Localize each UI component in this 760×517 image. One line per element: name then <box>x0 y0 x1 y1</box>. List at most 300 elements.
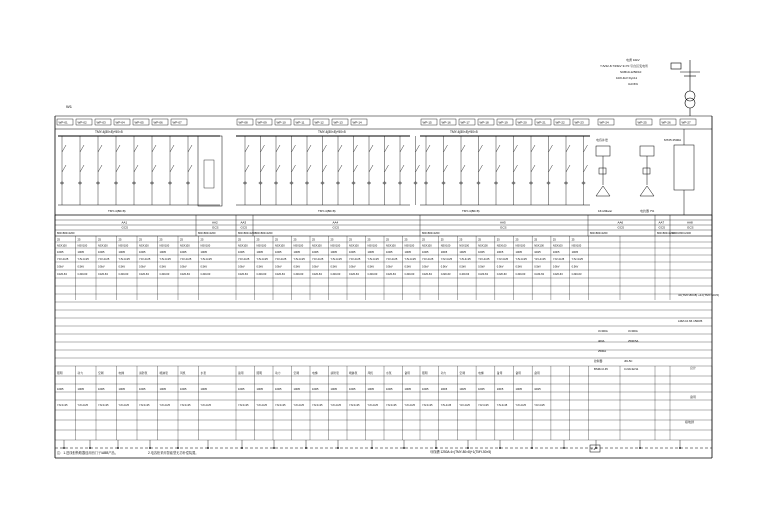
load-ct: 100/5 <box>159 388 166 391</box>
transformer-text-line: SCB10-1250/10 <box>620 70 642 74</box>
table-cell: NSX100 <box>77 244 88 248</box>
table-cell: CJ20-63 <box>571 273 582 276</box>
switch-blade <box>98 145 102 152</box>
ground-dot <box>177 447 179 449</box>
table-cell: 25 <box>515 238 519 242</box>
table-cell: 25 <box>552 238 556 242</box>
table-cell: 25 <box>496 238 500 242</box>
switch-blade <box>496 165 500 172</box>
table-cell: NSX100 <box>349 244 359 248</box>
table-cell: NSX100 <box>180 244 190 248</box>
ground-dot <box>403 447 405 449</box>
diagram-frame <box>55 116 712 458</box>
load-name: 电梯 <box>312 371 318 375</box>
switch-blade <box>354 165 358 172</box>
table-cell: 100/5 <box>459 251 466 254</box>
table-cell: 100/5 <box>98 251 105 254</box>
table-cell: 100/5 <box>552 251 560 254</box>
load-cable: YJV-4×25 <box>515 404 526 407</box>
load-name: 消防泵 <box>139 371 148 375</box>
table-cell: YJV-4×25 <box>159 258 171 261</box>
load-name: 照明 <box>256 371 263 375</box>
table-cell: 25 <box>238 238 241 242</box>
table-cell: 0.5kV <box>77 265 85 269</box>
bay-id: AA8 <box>687 220 693 225</box>
feeder-tag: WP-19 <box>498 120 508 125</box>
side-note-pe: 接地排 <box>685 420 695 424</box>
load-ct: 100/5 <box>422 388 429 391</box>
switch-blade <box>245 145 249 152</box>
bay-model: GCS <box>212 225 219 230</box>
meter-cell: 400A <box>598 339 605 343</box>
load-cable: YJV-4×25 <box>349 404 360 407</box>
load-cable: YJV-4×25 <box>312 404 323 407</box>
switch-blade <box>188 165 192 172</box>
switch-blade <box>354 145 358 152</box>
load-ct: 100/5 <box>118 388 125 391</box>
table-cell: CJ20-63 <box>349 273 359 276</box>
cap-bank-line: JKL5C <box>624 359 633 363</box>
feeder-tag: WP-15 <box>422 120 432 125</box>
load-name: 风机 <box>367 371 374 375</box>
load-cable: YJV-4×25 <box>118 404 129 407</box>
load-cable: YJV-4×25 <box>459 404 470 407</box>
load-ct: 100/5 <box>515 388 522 391</box>
load-ct: 100/5 <box>367 388 374 391</box>
feeder-circuits <box>58 136 590 206</box>
parameter-table <box>55 236 712 440</box>
ground-dot <box>63 447 65 449</box>
table-cell: CJ20-63 <box>404 273 415 276</box>
table-cell: NSX100 <box>312 244 322 248</box>
table-cell: 25 <box>57 238 60 242</box>
switch-blade <box>338 165 342 172</box>
switch-blade <box>62 145 66 152</box>
load-name: 喷淋泵 <box>349 371 358 375</box>
table-cell: NSX100 <box>200 244 211 248</box>
table-cell: 0.5kV <box>118 265 126 269</box>
load-cable: YJV-4×25 <box>293 404 304 407</box>
load-ct: 100/5 <box>404 388 411 391</box>
table-cell: 0.5kV <box>349 265 356 269</box>
table-cell: 25 <box>77 238 81 242</box>
transformer-text <box>600 57 648 86</box>
cap-bank-reactor: 电抗器 7% <box>640 209 655 213</box>
table-cell: NSX100 <box>515 244 526 248</box>
switch-blade <box>323 165 327 172</box>
cap-bank-details <box>594 359 639 371</box>
table-cell: NSX100 <box>367 244 378 248</box>
table-cell: 100/5 <box>534 251 541 254</box>
table-cell: CJ20-63 <box>293 273 304 276</box>
table-cell: CJ20-63 <box>256 273 267 276</box>
table-cell: 0.5kV <box>459 265 467 269</box>
table-cell: YJV-4×25 <box>200 258 212 261</box>
table-cell: YJV-4×25 <box>459 258 471 261</box>
table-cell: NSX100 <box>238 244 248 248</box>
table-cell: 25 <box>312 238 315 242</box>
feeder-tag: WP-06 <box>153 120 163 125</box>
feeder-tag: WP-22 <box>555 120 565 125</box>
table-cell: 0.5kV <box>422 265 429 269</box>
load-cable: YJV-4×25 <box>139 404 150 407</box>
bay-id: AA3 <box>240 220 247 225</box>
load-ct: 100/5 <box>349 388 356 391</box>
table-cell: CJ20-63 <box>330 273 341 276</box>
switch-blade <box>461 145 465 152</box>
cap-bank-line: CJ19-32/11 <box>624 367 639 371</box>
table-cell: CJ20-63 <box>459 273 470 276</box>
feeder-tag: WP-09 <box>257 120 267 125</box>
switch-blade <box>385 145 389 152</box>
table-cell: 25 <box>422 238 425 242</box>
ground-markers <box>63 440 681 449</box>
table-cell: YJV-4×25 <box>515 258 527 261</box>
load-ct: 100/5 <box>440 388 448 391</box>
table-cell: 25 <box>98 238 101 242</box>
table-cell: 0.5kV <box>139 265 146 269</box>
feeder-tag: WP-16 <box>441 120 451 125</box>
table-cell: NSX100 <box>275 244 285 248</box>
switch-blade <box>338 145 342 152</box>
table-cell: 0.5kV <box>57 265 64 269</box>
load-name: 备用 <box>496 371 503 375</box>
feeder-tag: WP-07 <box>172 120 182 125</box>
transformer-text-line: 电源 10kV <box>626 58 640 62</box>
load-cable: YJV-4×25 <box>330 404 341 407</box>
side-note-spare: 备用 <box>690 395 697 399</box>
table-cell: YJV-4×25 <box>367 258 379 261</box>
table-cell: 25 <box>118 238 122 242</box>
table-cell: NSX100 <box>496 244 507 248</box>
load-cable: YJV-4×25 <box>440 404 452 407</box>
load-ct: 100/5 <box>534 388 541 391</box>
load-name: 风机 <box>180 371 186 375</box>
table-cell: 25 <box>459 238 463 242</box>
table-cell: 0.5kV <box>386 265 393 269</box>
switch-blade <box>323 145 327 152</box>
load-name: 照明 <box>422 371 428 375</box>
bay-model: GCS <box>121 225 129 230</box>
cap-bank-qty: 16×20kvar <box>598 209 613 213</box>
table-cell: NSX100 <box>534 244 544 248</box>
table-cell: YJV-4×25 <box>440 258 453 261</box>
bay-id: AA5 <box>500 220 506 225</box>
feeder-tag: WP-10 <box>276 120 286 125</box>
table-cell: CJ20-63 <box>200 273 211 276</box>
load-name: 动力 <box>440 371 447 375</box>
table-cell: 0.5kV <box>200 265 208 269</box>
bay-dims: 800×800×2200 <box>255 232 273 235</box>
transformer-group <box>600 57 700 116</box>
incomer-breaker: MT25 2500A <box>664 138 682 142</box>
load-name: 备用 <box>534 371 540 375</box>
bay-model: GCS <box>658 225 666 230</box>
ground-dot <box>241 447 243 449</box>
table-cell: CJ20-63 <box>496 273 507 276</box>
load-cable: YJV-4×25 <box>180 404 191 407</box>
switch-blade <box>549 165 553 172</box>
table-cell: 0.5kV <box>404 265 412 269</box>
feeder-tag: WP-03 <box>96 120 106 125</box>
switch-blade <box>261 165 265 172</box>
switch-blade <box>116 165 120 172</box>
table-cell: 0.5kV <box>552 265 560 269</box>
table-cell: 0.5kV <box>180 265 187 269</box>
table-cell: CJ20-63 <box>422 273 432 276</box>
table-cell: 100/5 <box>118 251 125 254</box>
table-cell: YJV-4×25 <box>571 258 583 261</box>
load-cable: YJV-4×25 <box>496 404 508 407</box>
switch-blade <box>134 145 138 152</box>
feeder-tag: WP-01 <box>58 120 68 125</box>
table-cell: 100/5 <box>349 251 356 254</box>
table-cell: NSX100 <box>256 244 267 248</box>
table-cell: YJV-4×25 <box>139 258 151 261</box>
load-name: 动力 <box>77 371 84 375</box>
feeder-tag: WP-17 <box>460 120 470 125</box>
bay-dims: 800×800×2200 <box>238 232 256 235</box>
busbar-label-mid: TMY-4(80×8)+50×5 <box>318 130 346 134</box>
ground-dot <box>563 447 565 449</box>
feeder-tag: WP-11 <box>295 120 305 125</box>
table-cell: NSX100 <box>118 244 129 248</box>
table-cell: YJV-4×25 <box>422 258 434 261</box>
switch-blade <box>426 145 430 152</box>
side-note-bus: 4×(TMY-80×8) +1×(TMY-50×5) <box>678 293 720 297</box>
table-cell: NSX100 <box>422 244 432 248</box>
switch-blade <box>514 145 518 152</box>
sheet-label-topleft: W1 <box>66 104 72 109</box>
bay-model: GCS <box>332 225 340 230</box>
feeder-tag: WP-05 <box>134 120 144 125</box>
side-note-total: 总计 <box>690 366 697 370</box>
ground-dot <box>337 447 339 449</box>
table-cell: NSX100 <box>478 244 488 248</box>
feeder-tag: WP-26 <box>661 120 671 125</box>
table-cell: 100/5 <box>440 251 448 254</box>
load-name: 水泵 <box>200 371 207 375</box>
feeder-tag: WP-04 <box>115 120 125 125</box>
bay-header-row <box>55 215 712 236</box>
ground-dot <box>207 447 209 449</box>
ground-dot <box>273 447 275 449</box>
meter-cell: 3×300A <box>598 329 608 333</box>
switch-blade <box>80 145 84 152</box>
load-name: 备用 <box>515 371 522 375</box>
table-cell: YJV-4×25 <box>496 258 509 261</box>
feeder-tag: WP-21 <box>536 120 546 125</box>
table-cell: 100/5 <box>386 251 393 254</box>
feeder-tag: WP-20 <box>517 120 527 125</box>
table-cell: YJV-4×25 <box>98 258 110 261</box>
table-cell: 25 <box>534 238 538 242</box>
ground-dot <box>117 447 119 449</box>
table-cell: 100/5 <box>238 251 245 254</box>
table-cell: 100/5 <box>571 251 579 254</box>
table-cell: 25 <box>180 238 183 242</box>
load-cable: YJV-4×25 <box>57 404 68 407</box>
table-cell: CJ20-63 <box>275 273 285 276</box>
table-cell: CJ20-63 <box>180 273 190 276</box>
load-cable: YJV-4×25 <box>275 404 286 407</box>
load-cable: YJV-4×25 <box>200 404 211 407</box>
table-cell: 100/5 <box>77 251 84 254</box>
table-cell: 0.5kV <box>275 265 282 269</box>
table-cell: YJV-4×25 <box>386 258 398 261</box>
feeder-tag: WP-23 <box>574 120 584 125</box>
switch-blade <box>514 165 518 172</box>
switch-blade <box>444 165 448 172</box>
bay-dims: 1000×800×2200 <box>672 232 691 235</box>
feeder-tag: WP-18 <box>479 120 489 125</box>
load-ct: 100/5 <box>293 388 300 391</box>
table-cell: 0.5kV <box>534 265 541 269</box>
table-cell: 0.5kV <box>159 265 167 269</box>
switch-blade <box>461 165 465 172</box>
table-cell: YJV-4×25 <box>238 258 250 261</box>
load-cable: YJV-4×25 <box>534 404 545 407</box>
bus-coupler-device <box>204 160 214 188</box>
table-cell: NSX100 <box>139 244 149 248</box>
switch-blade <box>188 145 192 152</box>
load-name: 水泵 <box>386 371 392 375</box>
load-ct: 100/5 <box>330 388 337 391</box>
cap-bank-line: 控制器 <box>594 359 603 363</box>
table-cell: CJ20-63 <box>159 273 170 276</box>
table-cell: 0.5kV <box>330 265 338 269</box>
bay-model: GCS <box>687 225 694 230</box>
cap-bank-title: 电容补偿 <box>596 138 609 142</box>
table-cell: YJV-4×25 <box>534 258 546 261</box>
table-cell: YJV-4×25 <box>57 258 69 261</box>
table-cell: YJV-4×25 <box>349 258 361 261</box>
load-name: 动力 <box>275 371 281 375</box>
switch-blade <box>479 165 483 172</box>
load-ct: 100/5 <box>139 388 146 391</box>
bay-id: AA1 <box>121 220 128 225</box>
load-ct: 100/5 <box>256 388 263 391</box>
ground-dot <box>467 447 469 449</box>
table-cell: 100/5 <box>515 251 522 254</box>
footer-note-left: 注：1.进线柜断路器选用西门子/ABB产品。 <box>57 451 118 455</box>
table-cell: 100/5 <box>200 251 207 254</box>
table-cell: CJ20-63 <box>440 273 451 276</box>
load-ct: 100/5 <box>77 388 84 391</box>
load-cable: YJV-4×25 <box>77 404 88 407</box>
switch-blade <box>276 165 280 172</box>
table-cell: NSX100 <box>459 244 470 248</box>
table-cell: YJV-4×25 <box>293 258 305 261</box>
switch-blade <box>385 165 389 172</box>
footer-note-mid: 2.电容柜采用智能型无功补偿装置。 <box>148 451 199 455</box>
table-cell: 100/5 <box>293 251 300 254</box>
load-cable: YJV-4×25 <box>478 404 489 407</box>
bay-id: AA2 <box>212 220 218 225</box>
ground-dot <box>639 447 641 449</box>
table-cell: CJ20-63 <box>118 273 129 276</box>
meter-cell: 2500A <box>598 349 607 353</box>
table-cell: NSX100 <box>159 244 170 248</box>
table-cell: 100/5 <box>256 251 263 254</box>
switch-blade <box>496 145 500 152</box>
busbar-label-right: TMY-4(80×8)+50×5 <box>450 130 478 134</box>
switch-blade <box>80 165 84 172</box>
busbar-label-left: TMY-4(80×8)+50×5 <box>95 130 123 134</box>
table-cell: NSX100 <box>98 244 108 248</box>
busbar-label-bottom-mid: TMY-4(80×8) <box>318 209 336 213</box>
table-cell: NSX100 <box>293 244 304 248</box>
feeder-tag: WP-27 <box>681 120 691 125</box>
bay-id: AA7 <box>658 220 665 225</box>
table-cell: 25 <box>200 238 204 242</box>
bay-dims: 800×800×2200 <box>422 232 440 235</box>
table-cell: 0.5kV <box>496 265 504 269</box>
load-name: 消防泵 <box>330 371 339 375</box>
feeder-tag: WP-24 <box>599 120 609 125</box>
ground-dot <box>499 447 501 449</box>
load-name: 喷淋泵 <box>159 371 168 375</box>
table-cell: 100/5 <box>139 251 146 254</box>
table-cell: CJ20-63 <box>552 273 563 276</box>
table-cell: NSX100 <box>571 244 582 248</box>
table-cell: 25 <box>404 238 408 242</box>
load-cable: YJV-4×25 <box>98 404 109 407</box>
table-cell: YJV-4×25 <box>275 258 287 261</box>
transformer-text-line: Ud=6% <box>628 82 638 86</box>
table-cell: 100/5 <box>330 251 337 254</box>
bus-coupler-box <box>198 136 222 206</box>
table-cell: 25 <box>293 238 297 242</box>
load-cable: YJV-4×25 <box>422 404 433 407</box>
switch-blade <box>276 145 280 152</box>
switch-blade <box>245 165 249 172</box>
table-cell: 0.5kV <box>293 265 301 269</box>
switch-blade <box>292 165 296 172</box>
load-ct: 100/5 <box>459 388 466 391</box>
table-cell: 25 <box>571 238 575 242</box>
bay-model: GCS <box>240 225 248 230</box>
switch-blade <box>170 165 174 172</box>
table-cell: 0.5kV <box>478 265 485 269</box>
table-cell: NSX100 <box>386 244 396 248</box>
feeder-tag-row <box>57 119 696 125</box>
table-cell: YJV-4×25 <box>180 258 192 261</box>
load-cable: YJV-4×25 <box>404 404 415 407</box>
table-cell: CJ20-63 <box>367 273 378 276</box>
load-cable: YJV-4×25 <box>256 404 267 407</box>
switch-blade <box>426 165 430 172</box>
busbar-label-bottom-right: TMY-4(80×8) <box>462 209 480 213</box>
table-cell: 100/5 <box>478 251 485 254</box>
load-cable: YJV-4×25 <box>386 404 397 407</box>
load-name: 空调 <box>459 371 466 375</box>
switch-blade <box>292 145 296 152</box>
feeder-tag: WP-13 <box>333 120 343 125</box>
table-cell: CJ20-63 <box>98 273 108 276</box>
bay-dims: 800×800×2200 <box>657 232 675 235</box>
switch-blade <box>566 165 570 172</box>
load-ct: 100/5 <box>238 388 245 391</box>
table-cell: 100/5 <box>367 251 374 254</box>
switch-blade <box>531 145 535 152</box>
table-cell: 0.5kV <box>440 265 448 269</box>
switch-blade <box>369 165 373 172</box>
load-ct: 100/5 <box>200 388 207 391</box>
table-cell: 100/5 <box>422 251 429 254</box>
load-name: 电梯 <box>478 371 484 375</box>
table-cell: 25 <box>330 238 334 242</box>
